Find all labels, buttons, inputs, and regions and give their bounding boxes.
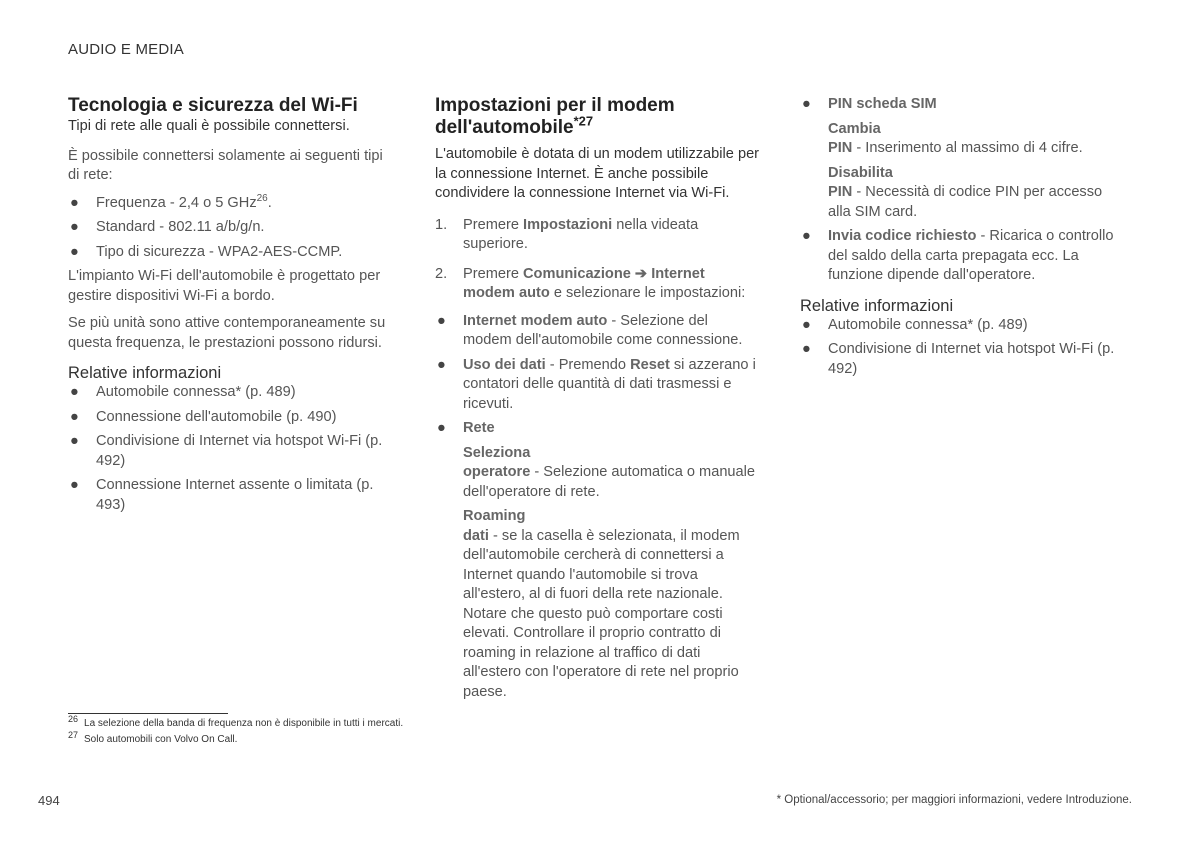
page-number: 494 xyxy=(38,793,60,808)
sub-label: Cambia xyxy=(828,120,881,137)
related-link[interactable]: ● Automobile connessa* (p. 489) xyxy=(68,383,393,403)
footer-note: * Optional/accessorio; per maggiori informazioni, vedere Introduzione. xyxy=(776,794,1132,806)
bullet-icon: ● xyxy=(70,477,79,493)
bullet-icon: ● xyxy=(70,408,79,425)
footnote-ref[interactable]: 26 xyxy=(256,192,268,204)
related-link[interactable]: ● Connessione dell'automobile (p. 490) xyxy=(68,408,393,428)
bullet-icon: ● xyxy=(70,194,79,211)
column-modem-settings xyxy=(435,95,760,707)
sim-settings-list xyxy=(800,95,1125,286)
list-item: ● Rete Seleziona operatore - Selezione automatica o manuale dell'operatore di rete. Roaming dati - se la casella è selezionata, il modem dell'automobile cercherà di connettersi a Internet quando l'automobile si trova all'estero, al di fuori della rete nazionale. Notare che questo può comportare costi elevati. Controllare il proprio contratto di roaming in relazione al traffico di dati all'estero con l'operatore di rete nel proprio paese. xyxy=(435,419,760,702)
list-item: ● Frequenza - 2,4 o 5 GHz$^{26}$. xyxy=(68,194,393,214)
section-header: AUDIO E MEDIA xyxy=(68,41,184,58)
footnote-divider xyxy=(68,713,228,714)
bullet-icon: ● xyxy=(70,243,79,260)
bullet-icon: ● xyxy=(802,228,811,244)
steps-list xyxy=(435,216,760,304)
footnote: $^{27}$ Solo automobili con Volvo On Call. xyxy=(68,729,238,745)
bullet-icon: ● xyxy=(802,316,811,333)
column-wifi-technology xyxy=(68,95,393,520)
sub-label: Seleziona xyxy=(463,444,531,461)
list-item: ● Standard - 802.11 a/b/g/n. xyxy=(68,218,393,238)
network-type-list xyxy=(68,194,393,263)
sub-label: Roaming xyxy=(463,508,526,524)
settings-list xyxy=(435,312,760,703)
bullet-icon: ● xyxy=(437,420,446,436)
paragraph: L'automobile è dotata di un modem utilizzabile per la connessione Internet. È anche possibile condividere la connessione Internet via Wi-Fi. xyxy=(435,146,760,201)
paragraph: Se più unità sono attive contemporaneamente su questa frequenza, le prestazioni possono ridursi. xyxy=(68,315,386,351)
related-link[interactable]: ● Connessione Internet assente o limitata (p. 493) xyxy=(70,477,374,513)
list-item: ● Tipo di sicurezza - WPA2-AES-CCMP. xyxy=(68,243,393,263)
bullet-icon: ● xyxy=(70,384,79,400)
bullet-icon: ● xyxy=(70,219,79,235)
related-list xyxy=(800,316,1125,380)
paragraph: L'impianto Wi-Fi dell'automobile è progettato per gestire dispositivi Wi-Fi a bordo. xyxy=(68,268,381,304)
list-item: ● Invia codice richiesto - Ricarica o controllo del saldo della carta prepagata ecc. La funzione dipende dall'operatore. xyxy=(802,228,1114,283)
section-subtitle: Tipi di rete alle quali è possibile connettersi. xyxy=(68,118,350,134)
related-list xyxy=(68,383,393,515)
column-sim-pin xyxy=(800,95,1125,384)
section-title: Impostazioni per il modem dell'automobile$^{*27}$ xyxy=(435,95,675,138)
section-title: Tecnologia e sicurezza del Wi-Fi xyxy=(68,95,358,116)
bullet-icon: ● xyxy=(70,433,79,449)
related-title: Relative informazioni xyxy=(800,296,954,315)
paragraph: È possibile connettersi solamente ai seguenti tipi di rete: xyxy=(68,147,383,183)
bullet-icon: ● xyxy=(802,341,811,357)
bullet-icon: ● xyxy=(802,96,811,112)
step-item: 2. Premere Comunicazione ➔ Internet modem auto e selezionare le impostazioni: xyxy=(435,265,746,301)
footnote: $^{26}$ La selezione della banda di frequenza non è disponibile in tutti i mercati. xyxy=(68,713,404,729)
related-title: Relative informazioni xyxy=(68,364,222,382)
step-item: 1. Premere Impostazioni nella videata superiore. xyxy=(435,216,699,252)
related-link[interactable]: ● Condivisione di Internet via hotspot Wi-Fi (p. 492) xyxy=(802,341,1115,377)
related-link[interactable]: ● Automobile connessa* (p. 489) xyxy=(800,316,1125,336)
list-item: ● PIN scheda SIM Cambia PIN - Inserimento al massimo di 4 cifre. Disabilita PIN - Necessità di codice PIN per accesso alla SIM card. xyxy=(800,95,1125,222)
bullet-icon: ● xyxy=(437,356,446,373)
bullet-icon: ● xyxy=(437,312,446,329)
related-link[interactable]: ● Condivisione di Internet via hotspot Wi-Fi (p. 492) xyxy=(70,433,383,469)
list-item: ● Internet modem auto - Selezione del modem dell'automobile come connessione. xyxy=(437,312,743,348)
list-item: ● Uso dei dati - Premendo Reset si azzerano i contatori delle quantità di dati trasmessi e ricevuti. xyxy=(437,356,756,412)
sub-label: Disabilita xyxy=(828,164,893,181)
footnote-ref[interactable]: *27 xyxy=(573,113,594,129)
